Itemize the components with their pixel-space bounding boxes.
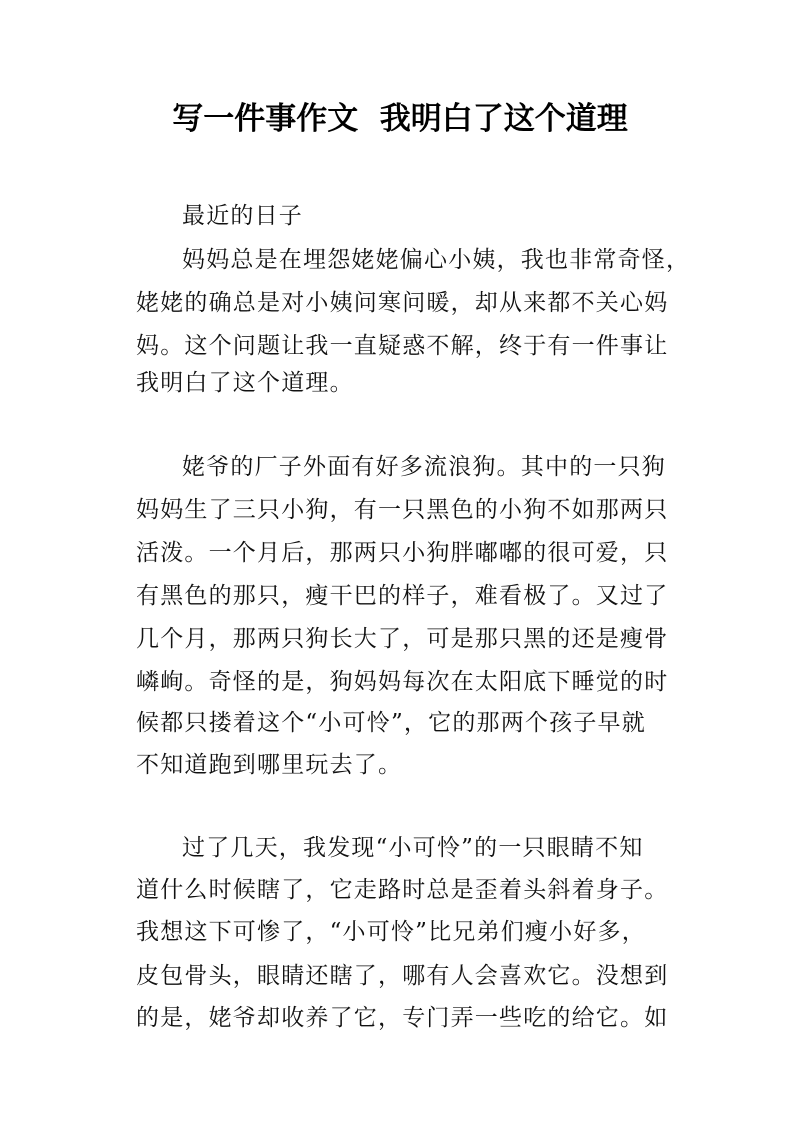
paragraph-2-line-1: 妈妈生了三只小狗，有一只黑色的小狗不如那两只 <box>136 497 669 523</box>
paragraph-3-line-0: 过了几天，我发现“小可怜”的一只眼睛不知 <box>182 835 644 861</box>
paragraph-3-line-3: 皮包骨头，眼睛还瞎了，哪有人会喜欢它。没想到 <box>136 963 669 989</box>
paragraph-1-line-0: 妈妈总是在埋怨姥姥偏心小姨，我也非常奇怪， <box>182 247 691 273</box>
paragraph-2-line-0: 姥爷的厂子外面有好多流浪狗。其中的一只狗 <box>182 454 666 480</box>
paragraph-2-line-6: 候都只搂着这个“小可怜”，它的那两个孩子早就 <box>136 710 646 736</box>
paragraph-2-line-4: 几个月，那两只狗长大了，可是那只黑的还是瘦骨 <box>136 626 669 652</box>
paragraph-3-line-2: 我想这下可惨了，“小可怜”比兄弟们瘦小好多， <box>136 919 646 945</box>
paragraph-2-line-2: 活泼。一个月后，那两只小狗胖嘟嘟的很可爱，只 <box>136 540 669 566</box>
paragraph-2-line-7: 不知道跑到哪里玩去了。 <box>136 752 403 778</box>
document-title: 写一件事作文 我明白了这个道理 <box>172 101 628 137</box>
paragraph-3-line-4: 的是，姥爷却收养了它，专门弄一些吃的给它。如 <box>136 1005 669 1031</box>
paragraph-1-line-1: 姥姥的确总是对小姨问寒问暖，却从来都不关心妈 <box>136 290 669 316</box>
paragraph-2-line-3: 有黑色的那只，瘦干巴的样子，难看极了。又过了 <box>136 583 669 609</box>
paragraph-1-line-2: 妈。这个问题让我一直疑惑不解，终于有一件事让 <box>136 333 669 359</box>
paragraph-1-line-3: 我明白了这个道理。 <box>136 370 354 396</box>
paragraph-3-line-1: 道什么时候瞎了，它走路时总是歪着头斜着身子。 <box>136 877 669 903</box>
paragraph-0-line-0: 最近的日子 <box>182 203 303 229</box>
paragraph-2-line-5: 嶙峋。奇怪的是，狗妈妈每次在太阳底下睡觉的时 <box>136 669 669 695</box>
